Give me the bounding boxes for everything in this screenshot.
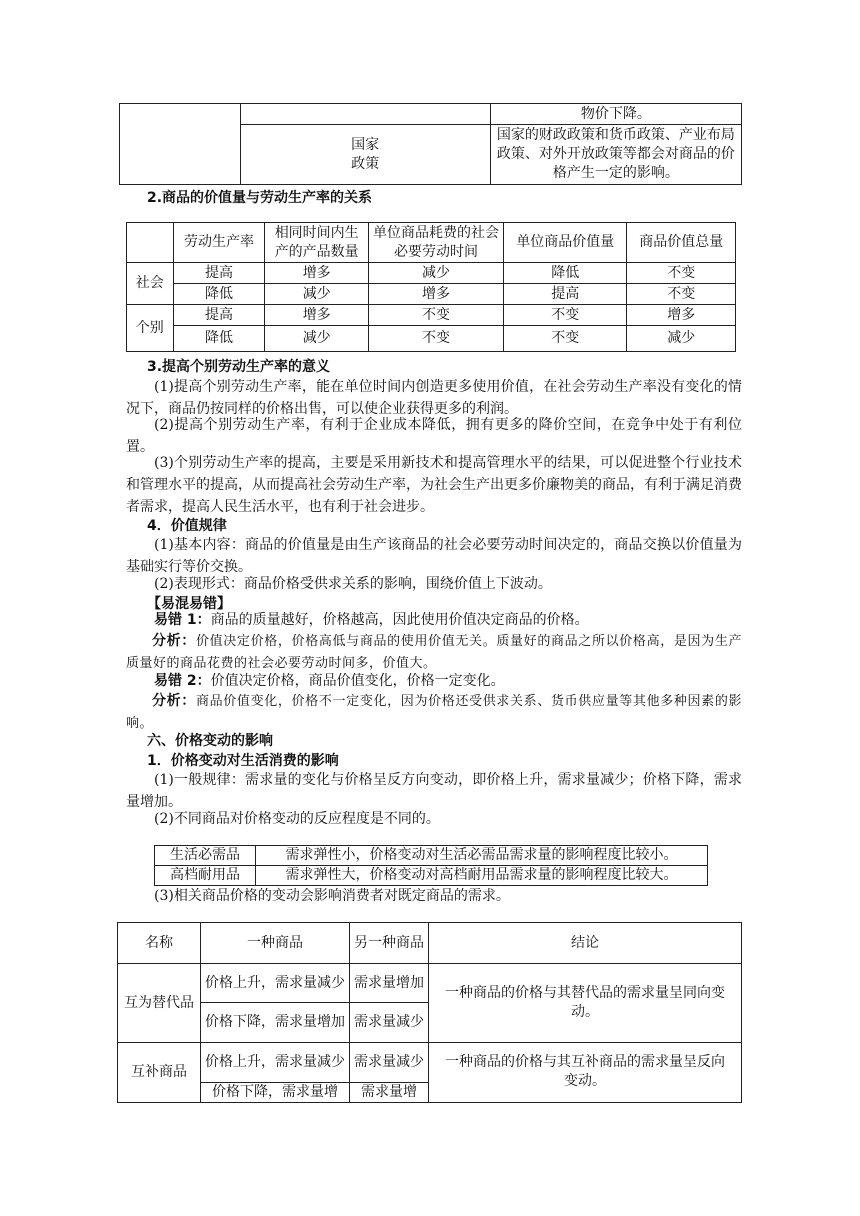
table-header-cell: 另一种商品 <box>350 923 429 964</box>
table-cell: 减少 <box>627 326 736 352</box>
related-goods-table <box>117 922 742 1103</box>
paragraph: (3)个别劳动生产率的提高，主要是采用新技术和提高管理水平的结果，可以促进整个行业技术和管理水平的提高，从而提高社会劳动生产率，为社会生产出更多价廉物美的商品，有利于满足消费者需求，提高人民生活水平，也有利于社会进步。 <box>126 455 742 515</box>
error-label: 易错 2： <box>154 673 211 689</box>
paragraph: (2)表现形式：商品价格受供求关系的影响，围绕价值上下波动。 <box>154 576 552 592</box>
table-cell: 不变 <box>627 263 736 284</box>
table-cell: 不变 <box>627 284 736 305</box>
table-cell: 价格下降，需求量增加 <box>201 1003 350 1043</box>
table-header-cell: 一种商品 <box>201 923 350 964</box>
table-cell: 增多 <box>265 305 369 326</box>
table-cell: 减少 <box>369 263 504 284</box>
paragraph: (2)不同商品对价格变动的反应程度是不同的。 <box>154 811 440 827</box>
analysis-item <box>126 630 742 675</box>
paragraph: (2)提高个别劳动生产率，有利于企业成本降低，拥有更多的降价空间，在竞争中处于有利位置。 <box>126 417 742 455</box>
table-cell: 降低 <box>504 263 627 284</box>
table-header-cell: 相同时间内生产的产品数量 <box>265 223 369 263</box>
section-title: 2.商品的价值量与劳动生产率的关系 <box>147 190 373 206</box>
table-cell: 增多 <box>369 284 504 305</box>
table-cell: 降低 <box>173 284 265 305</box>
analysis-label: 分析： <box>152 693 196 709</box>
paragraph: (1)一般规律：需求量的变化与价格呈反方向变动，即价格上升，需求量减少；价格下降，需求量增加。 <box>126 772 742 810</box>
table-header-cell <box>127 223 174 263</box>
table-cell: 需求弹性小，价格变动对生活必需品需求量的影响程度比较小。 <box>256 846 708 866</box>
table-header-cell: 商品价值总量 <box>627 223 736 263</box>
table-cell: 不变 <box>369 305 504 326</box>
table-cell: 不变 <box>504 305 627 326</box>
table-cell: 需求量增 <box>350 1083 429 1103</box>
policy-table-blank-mid <box>240 104 490 125</box>
policy-table <box>119 103 742 185</box>
table-cell: 不变 <box>369 326 504 352</box>
error-item <box>126 609 742 631</box>
productivity-table <box>126 222 736 352</box>
table-cell: 提高 <box>504 284 627 305</box>
group-label: 互补商品 <box>118 1043 201 1103</box>
group-label: 个别 <box>127 305 174 352</box>
table-cell: 生活必需品 <box>155 846 256 866</box>
group-label: 互为替代品 <box>118 964 201 1043</box>
policy-table-cell: 物价下降。 <box>490 104 741 125</box>
section-title: 4．价值规律 <box>147 518 227 534</box>
table-header-cell: 单位商品价值量 <box>504 223 627 263</box>
section-title: 1．价格变动对生活消费的影响 <box>147 753 339 769</box>
group-label: 社会 <box>127 263 174 305</box>
analysis-label: 分析： <box>152 633 196 649</box>
table-cell: 减少 <box>265 284 369 305</box>
analysis-item <box>126 690 742 735</box>
paragraph: (1)基本内容：商品的价值量是由生产该商品的社会必要劳动时间决定的，商品交换以价值量为基础实行等价交换。 <box>126 537 742 575</box>
conclusion-cell: 一种商品的价格与其互补商品的需求量呈反向变动。 <box>429 1043 742 1103</box>
error-item <box>126 670 742 692</box>
policy-table-cell: 国家 政策 <box>240 125 490 185</box>
error-text: 商品的质量越好，价格越高，因此使用价值决定商品的价格。 <box>210 612 589 628</box>
table-header-cell: 劳动生产率 <box>173 223 265 263</box>
table-cell: 价格下降，需求量增 <box>201 1083 350 1103</box>
table-cell: 需求量减少 <box>350 1003 429 1043</box>
table-cell: 高档耐用品 <box>155 866 256 886</box>
policy-table-blank-left <box>120 104 241 185</box>
table-header-cell: 单位商品耗费的社会必要劳动时间 <box>369 223 504 263</box>
analysis-text: 价值决定价格，价格高低与商品的使用价值无关。质量好的商品之所以价格高，是因为生产质量好的商品花费的社会必要劳动时间多，价值大。 <box>126 634 742 671</box>
table-cell: 提高 <box>173 305 265 326</box>
table-cell: 需求量增加 <box>350 964 429 1003</box>
table-cell: 价格上升，需求量减少 <box>201 1043 350 1083</box>
table-cell: 减少 <box>265 326 369 352</box>
table-cell: 增多 <box>265 263 369 284</box>
error-label: 易错 1： <box>154 612 211 628</box>
analysis-text: 商品价值变化，价格不一定变化，因为价格还受供求关系、货币供应量等其他多种因素的影响。 <box>126 694 742 731</box>
section-title: 3.提高个别劳动生产率的意义 <box>147 359 331 375</box>
paragraph: (1)提高个别劳动生产率，能在单位时间内创造更多使用价值，在社会劳动生产率没有变化的情况下，商品仍按同样的价格出售，可以使企业获得更多的利润。 <box>126 379 742 417</box>
table-header-cell: 结论 <box>429 923 742 964</box>
confusion-title: 【易混易错】 <box>147 596 231 612</box>
table-cell: 提高 <box>173 263 265 284</box>
table-cell: 需求量减少 <box>350 1043 429 1083</box>
paragraph: (3)相关商品价格的变动会影响消费者对既定商品的需求。 <box>154 888 510 904</box>
table-cell: 不变 <box>504 326 627 352</box>
table-cell: 需求弹性大，价格变动对高档耐用品需求量的影响程度比较大。 <box>256 866 708 886</box>
table-cell: 价格上升，需求量减少 <box>201 964 350 1003</box>
table-cell: 降低 <box>173 326 265 352</box>
table-header-cell: 名称 <box>118 923 201 964</box>
conclusion-cell: 一种商品的价格与其替代品的需求量呈同向变动。 <box>429 964 742 1043</box>
error-text: 价值决定价格，商品价值变化，价格一定变化。 <box>210 673 505 689</box>
policy-table-cell: 国家的财政政策和货币政策、产业布局政策、对外开放政策等都会对商品的价格产生一定的影响。 <box>490 125 741 185</box>
table-cell: 增多 <box>627 305 736 326</box>
chapter-title: 六、价格变动的影响 <box>147 733 273 749</box>
elasticity-table <box>154 845 708 886</box>
